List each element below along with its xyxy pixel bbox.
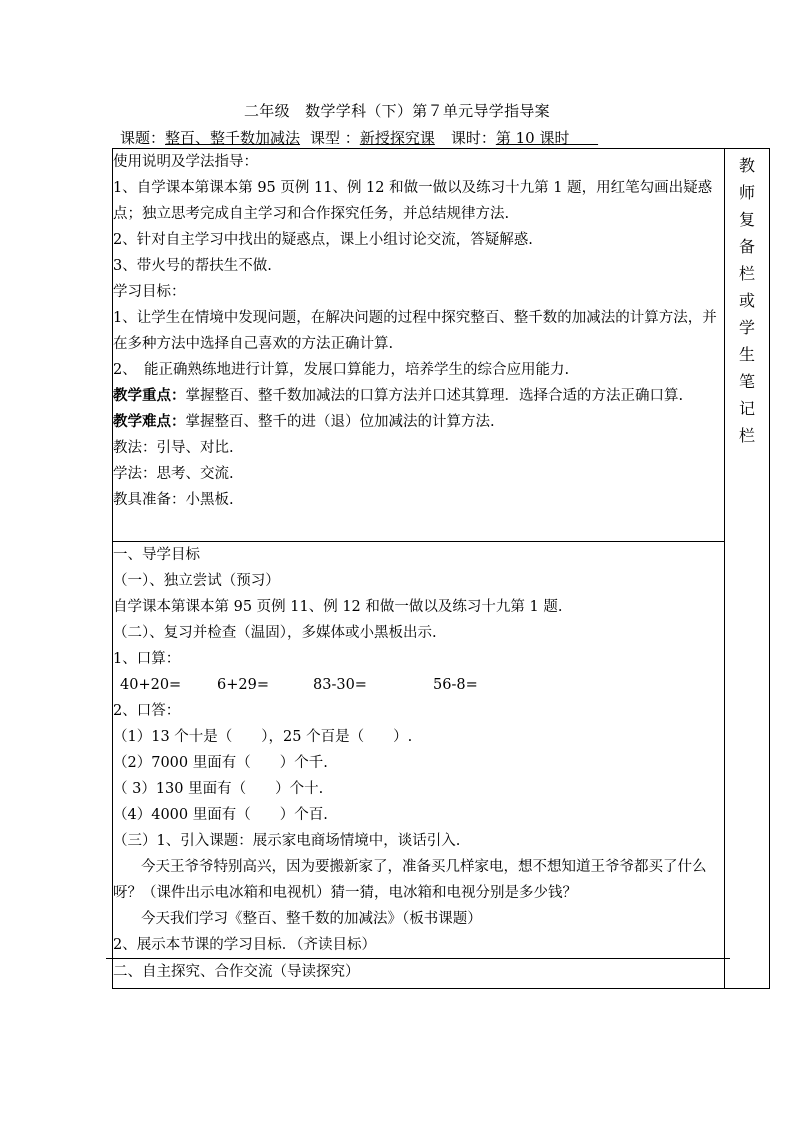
lesson-meta [120, 127, 598, 149]
goal-item: 2、 能正确熟练地进行计算，发展口算能力，培养学生的综合应用能力. [113, 362, 570, 378]
goal-item: 1、让学生在情境中发现问题，在解决问题的过程中探究整百、整千数的加减法的计算方法，并在多种方法中选择自己喜欢的方法正确计算. [113, 310, 717, 352]
oral-calc-row [113, 672, 724, 698]
oral-calc-title: 1、口算： [113, 651, 181, 667]
period-value: 第 10 课时 [495, 129, 570, 147]
key-text: 掌握整百、整千数加减法的口算方法并口述其算理．选择合适的方法正确口算. [185, 388, 684, 404]
document-title: 二年级 数学学科（下）第７单元导学指导案 [243, 102, 550, 120]
difficulty-label: 教学难点： [113, 413, 186, 430]
show-goals: 2、展示本节课的学习目标．（齐读目标） [113, 937, 376, 953]
oral-answer-item: （1）13 个十是（ ），25 个百是（ ）. [113, 729, 413, 745]
lesson-table [112, 148, 770, 989]
subsection-heading: （一）、独立尝试（预习） [113, 573, 280, 589]
oral-answer-item: （ 3）130 里面有（ ）个十. [113, 781, 324, 797]
usage-item: 3、带火号的帮扶生不做. [113, 258, 272, 274]
guidance-cell [113, 542, 725, 989]
usage-item: 1、自学课本第课本第 95 页例 11、例 12 和做一做以及练习十九第 1 题，用红笔勾画出疑惑点；独立思考完成自主学习和合作探究任务，并总结规律方法. [113, 180, 713, 222]
usage-item: 2、针对自主学习中找出的疑惑点，课上小组讨论交流，答疑解惑. [113, 232, 533, 248]
calc-item: 6+29= [217, 677, 269, 693]
teaching-key [113, 383, 724, 409]
oral-answer-item: （4）4000 里面有（ ）个百. [113, 807, 328, 823]
usage-title: 使用说明及学法指导： [113, 154, 258, 170]
notes-column [725, 149, 770, 989]
type-label: 课型 ： [310, 129, 360, 147]
type-value: 新授探究课 [359, 129, 435, 147]
notes-column-label: 教 师 复 备 栏 或 学 生 笔 记 栏 [738, 156, 755, 445]
period-label: 课时： [450, 129, 496, 147]
difficulty-text: 掌握整百、整千的进（退）位加减法的计算方法. [185, 414, 495, 430]
teaching-method: 教法：引导、对比. [113, 440, 234, 456]
subsection-heading: （三）1、引入课题：展示家电商场情境中，谈话引入. [113, 833, 461, 849]
teaching-difficulty [113, 409, 724, 435]
learning-method: 学法：思考、交流. [113, 466, 234, 482]
instructions-cell [113, 149, 725, 542]
section-heading: 一、导学目标 [113, 547, 200, 563]
today-topic: 今天我们学习《整百、整千数的加减法》（板书课题） [141, 911, 482, 927]
subsection-heading: （二）、复习并检查（温固），多媒体或小黑板出示. [113, 625, 437, 641]
preview-text: 自学课本第课本第 95 页例 11、例 12 和做一做以及练习十九第 1 题. [113, 599, 563, 615]
key-label: 教学重点： [113, 387, 186, 404]
calc-item: 40+20= [120, 677, 182, 693]
oral-answer-title: 2、口答： [113, 703, 181, 719]
story-text: 今天王爷爷特别高兴，因为要搬新家了，准备买几样家电，想不想知道王爷爷都买了什么呀？（课件出示电冰箱和电视机）猜一猜，电冰箱和电视分别是多少钱？ [113, 859, 707, 901]
calc-item: 83-30= [313, 677, 367, 693]
topic-value: 整百、整千数加减法 [165, 129, 301, 147]
calc-item: 56-8= [433, 677, 478, 693]
section-heading: 二、自主探究、合作交流（导读探究） [106, 958, 730, 985]
goals-title: 学习目标： [113, 284, 186, 300]
teaching-tools: 教具准备：小黑板. [113, 492, 234, 508]
topic-label: 课题： [120, 129, 166, 147]
oral-answer-item: （2）7000 里面有（ ）个千. [113, 755, 328, 771]
